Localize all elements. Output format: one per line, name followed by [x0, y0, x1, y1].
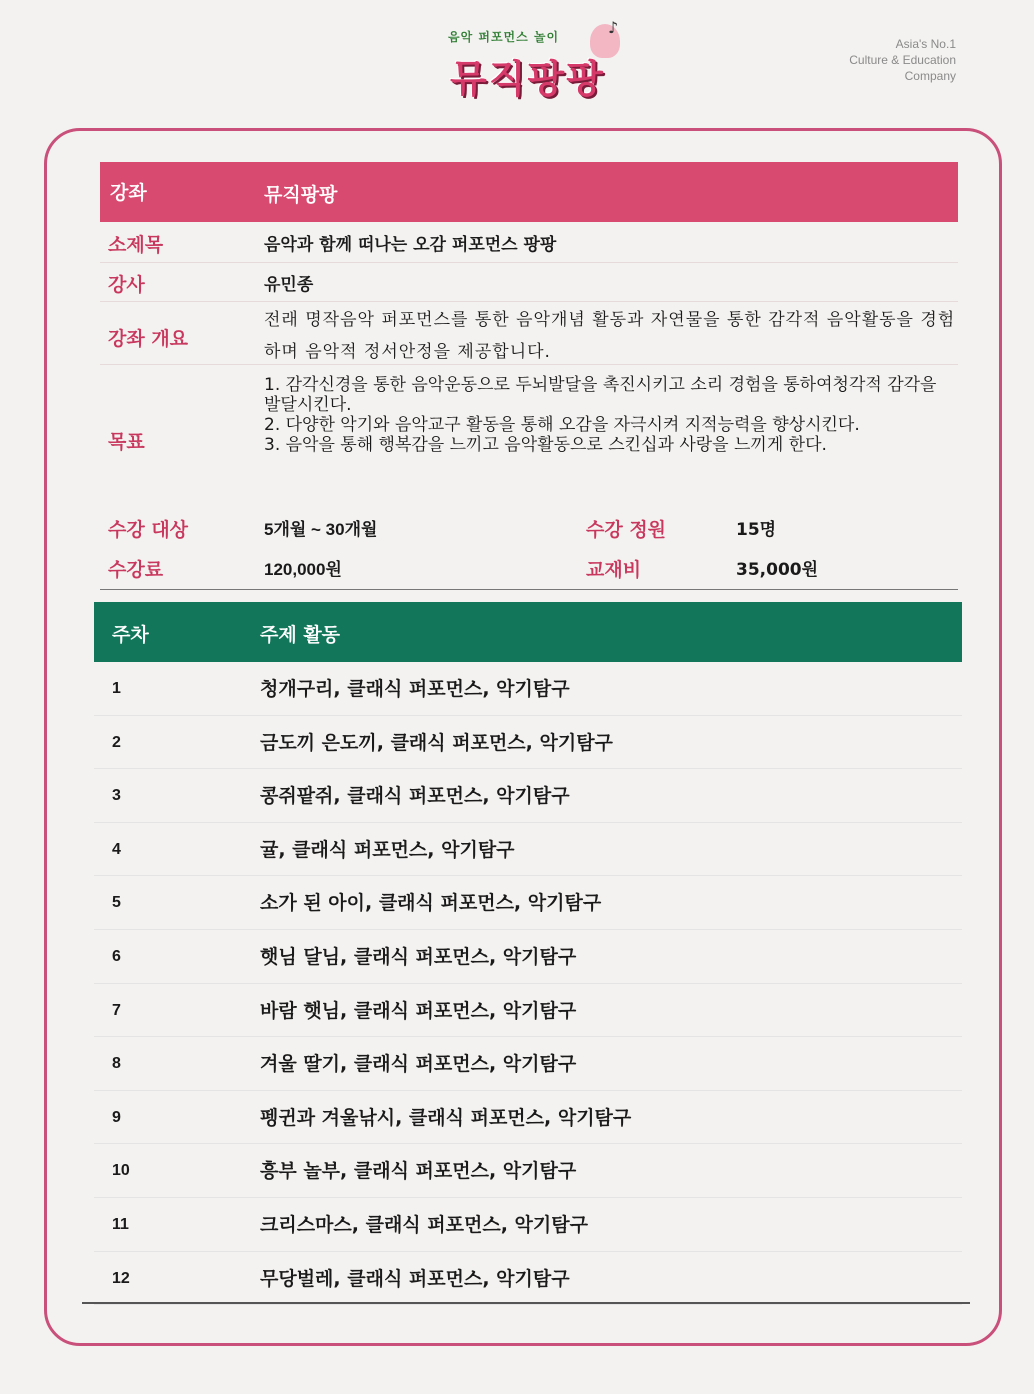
teacher-value: 유민종 [264, 275, 314, 295]
week-column-header: 주차 [112, 624, 149, 646]
tagline-line: Culture & Education [849, 53, 956, 67]
table-row [94, 769, 962, 823]
capacity-label: 수강 정원 [586, 519, 667, 541]
table-row [94, 1252, 962, 1306]
week-topic: 햇님 달님, 클래식 퍼포먼스, 악기탐구 [260, 945, 577, 968]
table-row [94, 1091, 962, 1145]
table-row [94, 716, 962, 770]
divider [82, 1302, 970, 1304]
week-topic: 펭귄과 겨울낚시, 클래식 퍼포먼스, 악기탐구 [260, 1106, 632, 1129]
schedule-rows [94, 662, 962, 1305]
week-number: 3 [112, 787, 121, 805]
overview-value: 전래 명작음악 퍼포먼스를 통한 음악개념 활동과 자연물을 통한 감각적 음악활동을 경험하며 음악적 정서안정을 제공합니다. [264, 310, 956, 362]
brand-logo [440, 18, 640, 100]
logo-title: 뮤직팡팡 [450, 57, 605, 101]
goal-list [264, 375, 958, 455]
target-capacity-row [100, 507, 958, 547]
table-row [94, 1144, 962, 1198]
week-number: 9 [112, 1108, 121, 1126]
week-topic: 크리스마스, 클래식 퍼포먼스, 악기탐구 [260, 1213, 588, 1236]
subtitle-row [100, 222, 958, 263]
material-label: 교재비 [586, 559, 642, 581]
course-label: 강좌 [110, 182, 147, 204]
divider [100, 589, 958, 590]
fee-value: 120,000원 [264, 560, 342, 579]
material-value: 35,000원 [736, 560, 819, 580]
week-number: 1 [112, 680, 121, 697]
goal-label: 목표 [108, 431, 145, 453]
tagline-line: Asia's No.1 [895, 37, 956, 51]
weekly-schedule-table [94, 602, 962, 1305]
table-row [94, 662, 962, 716]
week-number: 8 [112, 1055, 121, 1073]
target-label: 수강 대상 [108, 519, 189, 541]
tagline-line: Company [904, 69, 956, 83]
subtitle-label: 소제목 [108, 234, 164, 256]
table-row [94, 876, 962, 930]
week-topic: 금도끼 은도끼, 클래식 퍼포먼스, 악기탐구 [260, 731, 613, 754]
course-header [100, 162, 958, 222]
table-row [94, 1198, 962, 1252]
week-number: 7 [112, 1001, 121, 1019]
music-note-icon: ♪ [608, 18, 619, 37]
week-number: 11 [112, 1215, 129, 1233]
goal-item: 3. 음악을 통해 행복감을 느끼고 음악활동으로 스킨십과 사랑을 느끼게 한다. [264, 435, 827, 455]
overview-label: 강좌 개요 [108, 328, 189, 350]
goal-item: 1. 감각신경을 통한 음악운동으로 두뇌발달을 촉진시키고 소리 경험을 통하여청각적 감각을 발달시킨다. [264, 375, 937, 415]
week-topic: 귤, 클래식 퍼포먼스, 악기탐구 [260, 838, 515, 861]
table-row [94, 930, 962, 984]
course-info-table [100, 162, 958, 590]
overview-row [100, 302, 958, 365]
week-number: 6 [112, 947, 121, 965]
table-row [94, 1037, 962, 1091]
week-topic: 겨울 딸기, 클래식 퍼포먼스, 악기탐구 [260, 1053, 577, 1076]
goal-row [100, 365, 958, 507]
teacher-label: 강사 [108, 274, 145, 296]
week-number: 10 [112, 1162, 130, 1180]
teacher-row [100, 263, 958, 302]
week-topic: 소가 된 아이, 클래식 퍼포먼스, 악기탐구 [260, 892, 602, 915]
topic-column-header: 주제 활동 [260, 624, 341, 646]
course-name: 뮤직팡팡 [264, 184, 338, 206]
company-tagline [849, 36, 956, 84]
capacity-value: 15명 [736, 520, 777, 540]
week-topic: 바람 햇님, 클래식 퍼포먼스, 악기탐구 [260, 999, 577, 1022]
week-topic: 흥부 놀부, 클래식 퍼포먼스, 악기탐구 [260, 1160, 577, 1183]
week-number: 5 [112, 894, 121, 912]
week-number: 12 [112, 1269, 130, 1287]
logo-subtitle: 음악 퍼포먼스 놀이 [448, 30, 560, 44]
target-value: 5개월 ~ 30개월 [264, 520, 378, 539]
week-topic: 콩쥐팥쥐, 클래식 퍼포먼스, 악기탐구 [260, 785, 570, 808]
table-row [94, 984, 962, 1038]
fee-label: 수강료 [108, 559, 164, 581]
goal-item: 2. 다양한 악기와 음악교구 활동을 통해 오감을 자극시켜 지적능력을 향상시킨다. [264, 415, 860, 435]
fee-row [100, 547, 958, 587]
table-row [94, 823, 962, 877]
week-topic: 무당벌레, 클래식 퍼포먼스, 악기탐구 [260, 1267, 570, 1290]
week-number: 4 [112, 840, 121, 858]
week-number: 2 [112, 733, 121, 751]
subtitle-value: 음악과 함께 떠나는 오감 퍼포먼스 팡팡 [264, 235, 557, 255]
week-topic: 청개구리, 클래식 퍼포먼스, 악기탐구 [260, 678, 570, 700]
schedule-header [94, 602, 962, 662]
